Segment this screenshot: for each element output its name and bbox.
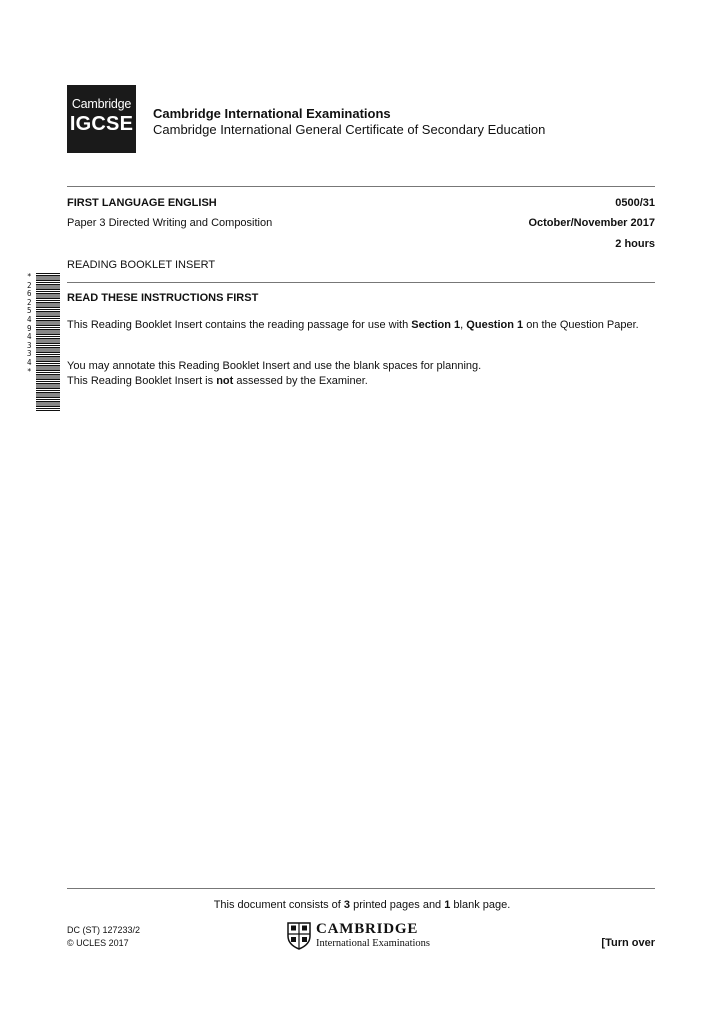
cambridge-crest-icon <box>287 922 311 950</box>
instruction-paragraph-1 <box>67 318 657 333</box>
instr-p3-a: This Reading Booklet Insert is <box>67 375 217 387</box>
turn-over: [Turn over <box>601 937 655 949</box>
instr-p1-a: This Reading Booklet Insert contains the reading passage for use with <box>67 319 412 331</box>
copyright: © UCLES 2017 <box>67 938 129 948</box>
exam-duration: 2 hours <box>615 238 655 250</box>
instr-p1-section: Section 1 <box>411 319 461 331</box>
insert-title: READING BOOKLET INSERT <box>67 259 216 271</box>
divider-footer <box>67 888 655 889</box>
cambridge-wordmark: CAMBRIDGE <box>316 921 419 937</box>
instr-p3-not: not <box>216 375 234 387</box>
pages-a: This document consists of <box>213 899 344 911</box>
org-title: Cambridge International Examinations <box>153 106 391 121</box>
divider-top <box>67 186 655 187</box>
barcode-text: *2625494334* <box>27 272 32 376</box>
document-reference: DC (ST) 127233/2 <box>67 925 141 935</box>
instr-p1-question: Question 1 <box>466 319 524 331</box>
instr-p2: You may annotate this Reading Booklet Insert and use the blank spaces for planning. <box>67 360 482 372</box>
subject-title: FIRST LANGUAGE ENGLISH <box>67 197 217 209</box>
org-subtitle: Cambridge International General Certificate of Secondary Education <box>153 122 546 137</box>
instruction-paragraph-2 <box>67 359 657 389</box>
pages-printed-count: 3 <box>343 899 351 911</box>
pages-e: blank page. <box>450 899 511 911</box>
page-count-note <box>0 899 724 911</box>
cambridge-igcse-logo <box>67 85 136 153</box>
logo-big-text: IGCSE <box>69 113 134 135</box>
pages-c: printed pages and <box>350 899 445 911</box>
pages-blank-count: 1 <box>444 899 451 911</box>
instr-p1-comma: , <box>460 319 467 331</box>
paper-code: 0500/31 <box>615 197 655 209</box>
logo-small-text: Cambridge <box>71 97 132 111</box>
paper-name: Paper 3 Directed Writing and Composition <box>67 217 273 229</box>
barcode-digits <box>27 273 35 376</box>
exam-session: October/November 2017 <box>528 217 655 229</box>
divider-instructions <box>67 282 655 283</box>
instr-p1-e: on the Question Paper. <box>523 319 639 331</box>
barcode-icon <box>36 273 60 411</box>
instructions-heading: READ THESE INSTRUCTIONS FIRST <box>67 292 259 304</box>
instr-p3-c: assessed by the Examiner. <box>233 375 368 387</box>
cambridge-wordmark-sub: International Examinations <box>316 938 431 949</box>
